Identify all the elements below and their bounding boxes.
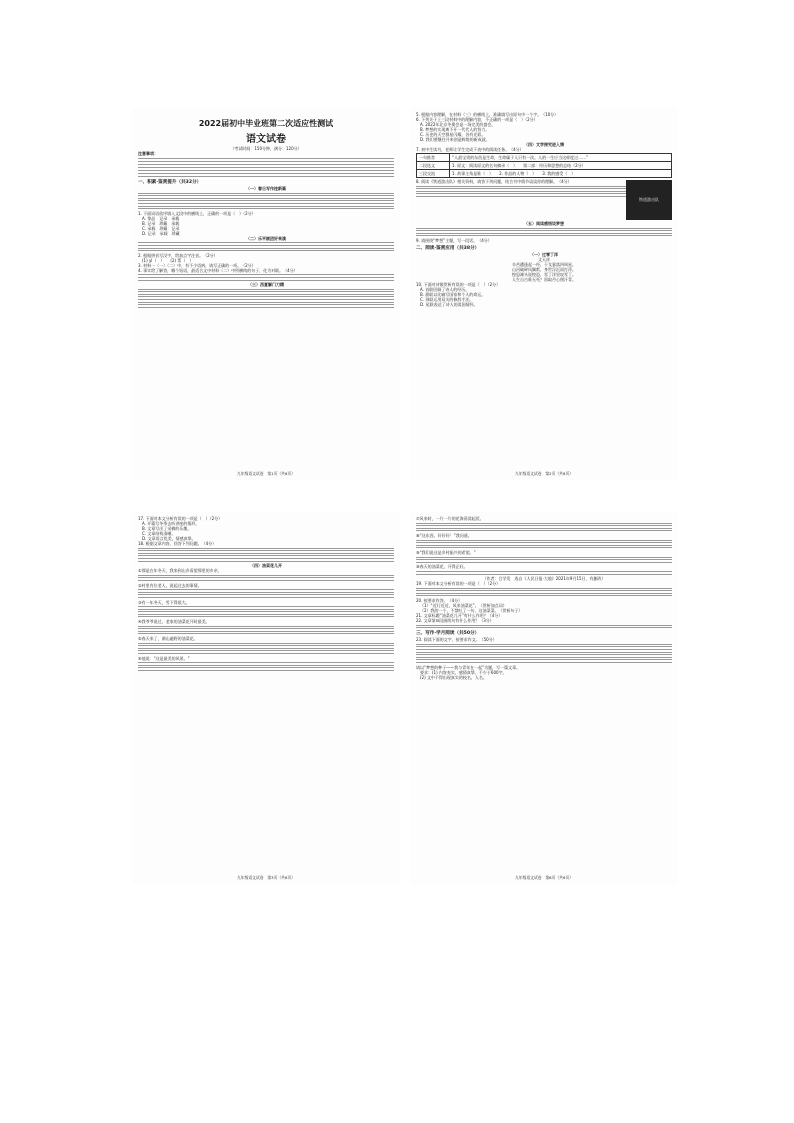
question-10: 10. 下面对诗歌赏析有误的一项是（ ）（2分） (416, 281, 501, 287)
passage-5 (416, 228, 672, 237)
table-cell: “人最宝贵的东西是生命，生命属于人只有一次。人的一生应当这样度过……” (450, 154, 672, 162)
exam-page-1 (132, 108, 400, 480)
question-5: 5. 根据内容理解，在材料（三）的横线上，准确填写出原句中一个字。（10分） (416, 112, 559, 117)
essay-prompt-text (416, 644, 672, 663)
q20-item: （2）我的一个，不禁吐了一句，这油菜菜。（赏析句子） (420, 608, 523, 614)
part-5-heading: （五）阅读感悟谈梦想 (524, 221, 564, 226)
question-3: 3. 材料一（一）（二）中，有不少语病，请写正确的一项。（2分） (138, 262, 256, 268)
q10-option-b: B. 颔联以比喻写国家和个人的命运。 (420, 291, 486, 297)
paragraph-lines (416, 523, 672, 532)
question-6: 6. 下列关于上三段材料中的理解内容，不正确的一项是（ ）（2分） (416, 117, 538, 122)
question-23: 23. 阅读下面的文字，按要求作文。（50分） (416, 637, 497, 643)
question-7: 7. 初中生读书，老师让学生完成下表中的阅读任务。（4分） (416, 147, 524, 152)
paragraph-lines (138, 662, 394, 671)
essay-prompt: 请以“梦想的种子——我与青年在一起”为题，写一篇文章。 (416, 664, 521, 670)
q10-option-c: C. 颈联运用双关的修辞手法。 (420, 296, 474, 302)
part-3-heading: （三）西夏解门刀精 (248, 282, 284, 288)
page-3-footer: 九年级语文试卷 第3页（共6页） (237, 875, 295, 880)
q10-option-d: D. 尾联表达了诗人的爱国情怀。 (420, 301, 478, 307)
exam-title: 2022届初中毕业班第二次适应性测试 (198, 119, 334, 128)
part-4-heading: （四）文学探究进入情 (524, 142, 564, 147)
paragraph: ⑦风来时，一片一片的花海荡漾起伏。 (416, 516, 484, 521)
notes-text (138, 158, 394, 177)
section-2-heading: 二、阅读·鉴赏应用（共38分） (416, 245, 480, 251)
table-cell: 1. 故事主角是谁（ ） 2. 作品的人物（ ） 3. 我的感受（ ） (450, 170, 672, 178)
essay-requirement: 要求：(1) 内容充实，感情真挚，不少于600字。 (420, 669, 507, 675)
section-3-heading: 三、写作·学月阅读（共50分） (416, 631, 480, 637)
question-19: 19. 下面对本文分析有误的一项是（ ）（2分） (416, 581, 501, 587)
poem-author: 文天祥 (538, 256, 550, 262)
q20-item: （1）“近行近近，风来油菜花”。（赏析加点词） (420, 603, 507, 609)
table-cell: 一句推荐 (417, 154, 450, 162)
poem-line: 人生自古谁无死？留取丹心照汗青。 (512, 276, 576, 282)
q19-options (416, 588, 672, 597)
q6-option-a: A. 2022年北京冬奥会是一场完美的盛会。 (420, 122, 496, 127)
poem-line: 山河破碎风飘絮，身世浮沉雨打萍。 (512, 266, 576, 272)
paragraph: ④我爷爷说过，老家的油菜花开时最美。 (138, 619, 210, 625)
part-1-heading: （一）春日写作挂新篇 (246, 186, 286, 191)
q18-text (138, 548, 394, 562)
paragraph: ⑥他说：“这是最美的风景。” (138, 655, 190, 661)
q6-option-b: B. 梦想的实现离不开一代代人的努力。 (420, 127, 490, 132)
q1-option-a: A. 挚品 记录 承载 (142, 215, 180, 221)
question-1: 1. 下面词语依序填入文段中的横线上，正确的一项是（ ）（2分） (138, 210, 256, 216)
source-note: （作者：吕学发 选自《人民日报·大地》2021年9月15日，有删改） (482, 576, 606, 582)
paragraph: ⑤春天来了，满山遍野的油菜花。 (138, 636, 198, 642)
poem-line: 惶恐滩头说惶恐，零丁洋里叹零丁。 (512, 271, 576, 277)
essay-requirement: (2) 文中不得出现真实的校名、人名。 (420, 674, 487, 680)
notes-title: 注意事项： (138, 151, 158, 156)
paragraph-lines (416, 540, 672, 549)
book-cover-image: 铁道游击队 (626, 180, 672, 220)
paragraph-lines (138, 589, 394, 598)
paragraph: ⑨“我们说这是乡村振兴的希望。” (416, 549, 476, 555)
question-22: 22. 文章第⑩段画线句有什么作用？（3分） (416, 618, 494, 624)
paragraph-lines (138, 626, 394, 635)
exam-page-4 (410, 512, 678, 884)
reading-task-table (416, 153, 672, 178)
table-row (417, 170, 672, 178)
exam-page-2 (410, 108, 678, 480)
table-cell: 1. 原文：阅读原文的名句摘录（ ） 第二部：经历和思想的总结（2分） (450, 162, 672, 170)
passage-1 (138, 193, 394, 210)
q17-option-c: C. 文章结构清晰。 (142, 531, 176, 536)
page-2-footer: 九年级语文试卷 第2页（共6页） (515, 471, 573, 476)
q17-option-a: A. 开篇写冬季去听讲座的情形。 (142, 521, 200, 526)
paragraph-lines (416, 557, 672, 563)
exam-page-3 (132, 512, 400, 884)
poem-title: （一）过零丁洋 (530, 251, 558, 257)
q1-option-d: D. 记录 承载 珍藏 (142, 230, 180, 236)
table-cell: 二段选文 (417, 162, 450, 170)
question-8: 8. 阅读《铁道游击队》相关资料，请答下列问题，结合书中情节谈谈你的理解。（4分） (416, 179, 572, 184)
section-1-heading: 一、积累·鉴赏提升（共32分） (138, 180, 202, 185)
question-18: 18. 根据文章内容，回答下列问题。（4分） (138, 541, 217, 546)
q6-option-c: C. 历史的天空群星闪耀，各有光彩。 (420, 132, 486, 137)
table-row (417, 154, 672, 162)
question-2: 2. 根据拼音写汉字，给加点字注音。（2分） (138, 252, 218, 258)
paragraph: ⑧“这东西，好好好！”我问道。 (416, 532, 472, 538)
page-1-footer: 九年级语文试卷 第1页（共6页） (237, 471, 295, 476)
paragraph: ⑩春天的油菜花，开得正旺。 (416, 564, 468, 570)
passage-3 (138, 289, 394, 308)
paragraph: ①那是在年冬天，我来到山乡看望那里的乡亲。 (138, 568, 222, 574)
paragraph: ③有一年冬天，雪下得很大。 (138, 599, 190, 605)
table-cell: 三段交流 (417, 170, 450, 178)
table-row (417, 162, 672, 170)
part-4-heading: （四）油菜花儿开 (250, 563, 282, 569)
q22-text (416, 625, 672, 629)
question-9: 9. 请围绕“梦想”主题，写一段话。（4分） (416, 237, 492, 243)
q17-option-b: B. 文章写出了采摘的乐趣。 (142, 526, 192, 531)
q17-option-d: D. 文章语言优美，情感真挚。 (142, 536, 196, 541)
q4-options (138, 274, 394, 280)
q1-option-c: C. 承载 珍藏 记录 (142, 225, 180, 231)
q1-option-b: B. 记录 珍藏 承载 (142, 220, 180, 226)
question-17: 17. 下面对本文分析有误的一项是（ ）（2分） (138, 516, 223, 521)
question-21: 21. 文章标题“油菜花儿开”有什么作用？（4分） (416, 613, 503, 619)
question-4: 4. 事实给了解答，哪个短语，最适合文中材料（二）中所横线的句子，化为对联。（4分） (138, 267, 298, 273)
q10-option-a: A. 首联回顾了诗人的经历。 (420, 286, 470, 292)
subject-title: 语文试卷 (246, 134, 286, 145)
paragraph-lines (416, 571, 672, 575)
page-4-footer: 九年级语文试卷 第6页（共6页） (515, 875, 573, 880)
q6-option-d: D. 我们要继往开来创造辉煌的新成就。 (420, 137, 490, 142)
question-20: 20. 按要求作答。（4分） (416, 598, 463, 604)
paragraph: ②村里有位老人，说起过去的事情。 (138, 582, 202, 588)
paragraph-lines (138, 643, 394, 654)
paragraph-lines (138, 606, 394, 617)
poem-line: 辛苦遭逢起一经，干戈寥落四周星。 (512, 261, 576, 267)
paragraph-lines (138, 575, 394, 581)
q2-blanks: (1) yì（ ） (2) 帮（ ） (142, 257, 194, 263)
part-2-heading: （二）乐平剧团好来演 (246, 235, 286, 241)
time-info: （考试时间：150分钟，满分：120分） (230, 146, 302, 151)
passage-2 (138, 242, 394, 251)
